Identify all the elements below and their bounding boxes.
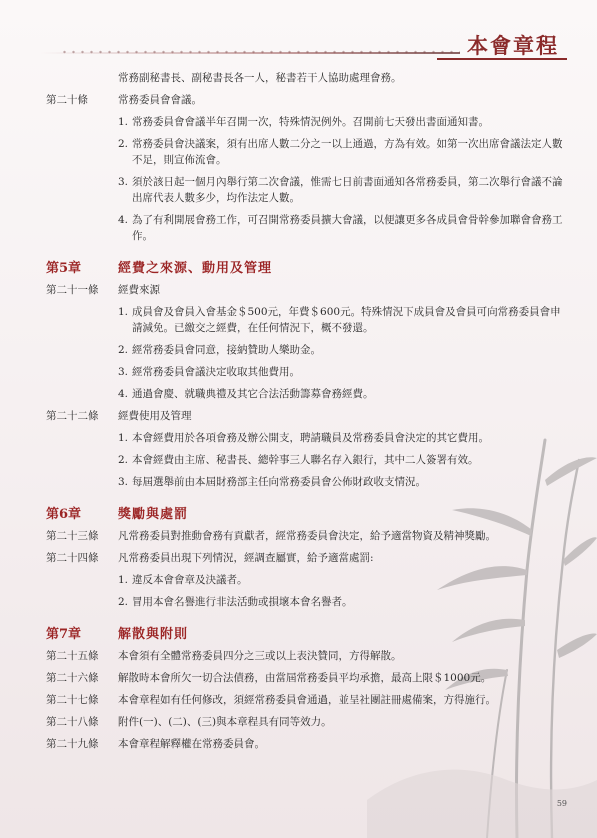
article-number: 第二十八條 (46, 716, 99, 728)
header-underline (437, 58, 567, 60)
chapter-title: 經費之來源、動用及管理 (118, 261, 273, 276)
article-number: 第二十五條 (46, 650, 99, 662)
list-item (118, 594, 566, 610)
list-item-text: 經常務委員會同意，接納贊助人樂助金。 (132, 344, 321, 356)
article (46, 736, 566, 752)
list-item-text: 為了有利開展會務工作，可召開常務委員擴大會議，以便讓更多各成員會骨幹參加聯會會務工作。 (132, 214, 563, 242)
chapter-number: 第5章 (46, 261, 82, 276)
list-item-number: 2. (118, 454, 129, 466)
article (46, 92, 566, 108)
article-text: 解散時本會所欠一切合法債務，由當屆常務委員平均承擔，最高上限＄1000元。 (118, 672, 492, 684)
document-body (46, 70, 566, 752)
header-decoration-line (40, 52, 460, 54)
article (46, 714, 566, 730)
article-text: 本會章程如有任何修改，須經常務委員會通過，並呈社團註冊處備案，方得施行。 (118, 694, 496, 706)
list-item (118, 572, 566, 588)
list-item-number: 2. (118, 138, 129, 150)
list-item-text: 通過會慶、就職典禮及其它合法活動籌募會務經費。 (132, 388, 374, 400)
list-item-number: 3. (118, 476, 129, 488)
list-item (118, 474, 566, 490)
list-item-text: 冒用本會名譽進行非法活動或損壞本會名譽者。 (132, 596, 353, 608)
list-item-number: 4. (118, 388, 129, 400)
list-item-text: 每屆選舉前由本屆財務部主任向常務委員會公佈財政收支情況。 (132, 476, 426, 488)
article-text: 本會須有全體常務委員四分之三或以上表決贊同，方得解散。 (118, 650, 402, 662)
article-number: 第二十四條 (46, 552, 99, 564)
article (46, 528, 566, 544)
chapter-number: 第6章 (46, 507, 82, 522)
list-item-text: 經常務委員會議決定收取其他費用。 (132, 366, 300, 378)
list-item (118, 174, 566, 206)
list-item-number: 4. (118, 214, 129, 226)
list-item (118, 136, 566, 168)
article-items (118, 304, 566, 402)
list-item-text: 常務委員會決議案，須有出席人數二分之一以上通過，方為有效。如第一次出席會議法定人數不足，則宣佈流會。 (132, 138, 563, 166)
list-item-text: 本會經費由主席、秘書長、總幹事三人聯名存入銀行，其中二人簽署有效。 (132, 454, 479, 466)
list-item-number: 3. (118, 176, 129, 188)
article-number: 第二十六條 (46, 672, 99, 684)
continuation-text: 常務副秘書長、副秘書長各一人，秘書若干人協助處理會務。 (118, 72, 402, 84)
article-items (118, 572, 566, 610)
list-item-number: 2. (118, 344, 129, 356)
list-item (118, 114, 566, 130)
article-number: 第二十條 (46, 94, 88, 106)
article-text: 凡常務委員對推動會務有貢獻者，經常務委員會決定，給予適當物資及精神獎勵。 (118, 530, 496, 542)
article (46, 550, 566, 566)
article-text: 凡常務委員出現下列情況，經調查屬實，給予適當處罰: (118, 552, 374, 564)
list-item (118, 430, 566, 446)
article-text: 經費使用及管理 (118, 410, 192, 422)
article-number: 第二十一條 (46, 284, 99, 296)
article-items (118, 114, 566, 244)
list-item (118, 452, 566, 468)
article (46, 670, 566, 686)
list-item-number: 1. (118, 574, 129, 586)
article-text: 常務委員會會議。 (118, 94, 202, 106)
list-item-text: 須於該日起一個月內舉行第二次會議，惟需七日前書面通知各常務委員，第二次舉行會議不論出席代表人數多少，均作法定人數。 (132, 176, 563, 204)
article-items (118, 430, 566, 490)
chapter-heading (46, 503, 566, 522)
article-number: 第二十七條 (46, 694, 99, 706)
chapter-title: 獎勵與處罰 (118, 507, 189, 522)
article (46, 408, 566, 424)
list-item-text: 成員會及會員入會基金＄500元，年費＄600元。特殊情況下成員會及會員可向常務委員會申請減免。已繳交之經費，在任何情況下，概不發還。 (132, 306, 561, 334)
article-number: 第二十三條 (46, 530, 99, 542)
list-item (118, 386, 566, 402)
article-text: 本會章程解釋權在常務委員會。 (118, 738, 265, 750)
article (46, 692, 566, 708)
chapter-number: 第7章 (46, 627, 82, 642)
list-item-number: 3. (118, 366, 129, 378)
chapter-heading (46, 257, 566, 276)
page-number: 59 (556, 799, 567, 808)
article (46, 282, 566, 298)
list-item (118, 342, 566, 358)
sections-container (46, 92, 566, 752)
list-item-text: 常務委員會會議半年召開一次，特殊情況例外。召開前七天發出書面通知書。 (132, 116, 489, 128)
article-number: 第二十二條 (46, 410, 99, 422)
article-text: 附件(一)、(二)、(三)與本章程具有同等效力。 (118, 716, 332, 728)
list-item (118, 212, 566, 244)
article-number: 第二十九條 (46, 738, 99, 750)
list-item-number: 1. (118, 116, 129, 128)
article (46, 648, 566, 664)
list-item-number: 1. (118, 432, 129, 444)
list-item-number: 2. (118, 596, 129, 608)
article-text: 經費來源 (118, 284, 160, 296)
list-item-text: 違反本會會章及決議者。 (132, 574, 248, 586)
list-item-text: 本會經費用於各項會務及辦公開支，聘請職員及常務委員會決定的其它費用。 (132, 432, 489, 444)
list-item (118, 304, 566, 336)
header-title: 本會章程 (467, 33, 559, 58)
list-item (118, 364, 566, 380)
list-item-number: 1. (118, 306, 129, 318)
chapter-heading (46, 623, 566, 642)
chapter-title: 解散與附則 (118, 627, 189, 642)
